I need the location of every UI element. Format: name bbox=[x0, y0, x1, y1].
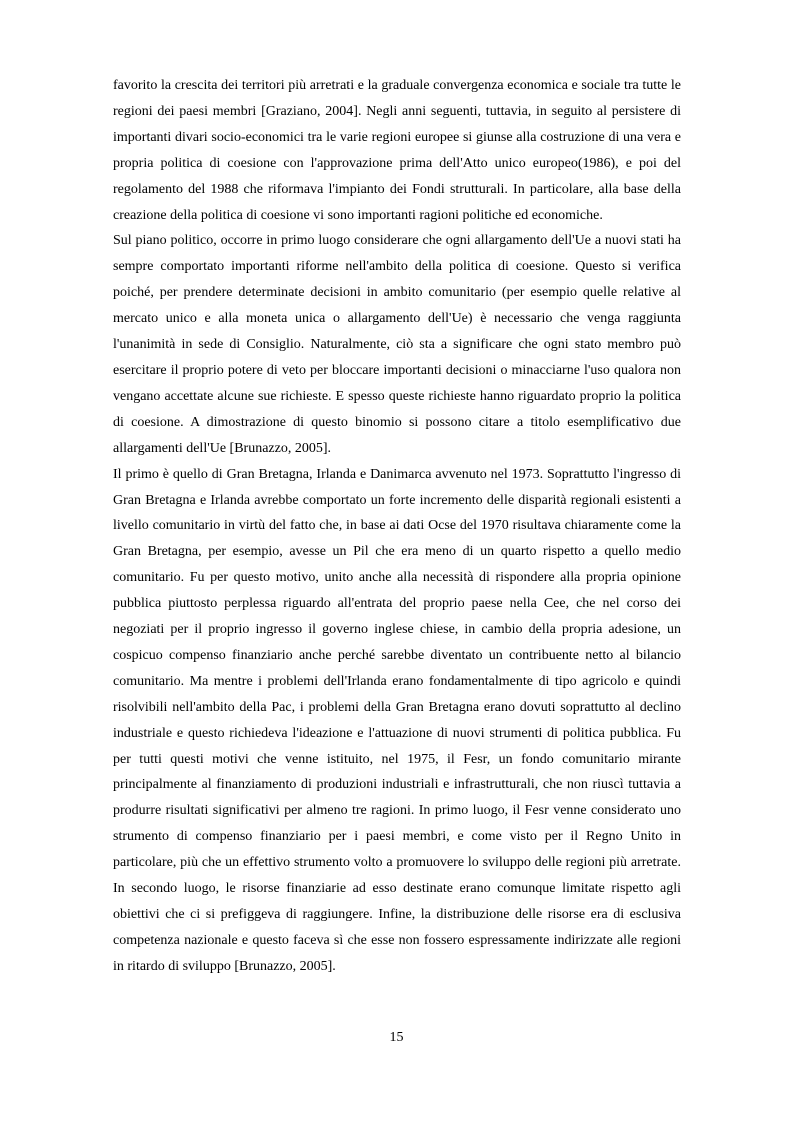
page-body bbox=[113, 73, 681, 980]
paragraph-3: Il primo è quello di Gran Bretagna, Irlanda e Danimarca avvenuto nel 1973. Soprattutto l'ingresso di Gran Bretagna e Irlanda avrebbe comportato un forte incremento delle disparità regionali esistenti a livello comunitario in virtù del fatto che, in base ai dati Ocse del 1970 risultava chiaramente come la Gran Bretagna, per esempio, avesse un Pil che era meno di un quarto rispetto a quello medio comunitario. Fu per questo motivo, unito anche alla necessità di rispondere alla propria opinione pubblica piuttosto perplessa riguardo all'entrata del proprio paese nella Cee, che nel corso dei negoziati per il proprio ingresso il governo inglese chiese, in cambio della propria adesione, un cospicuo compenso finanziario anche perché sarebbe diventato un contribuente netto al bilancio comunitario. Ma mentre i problemi dell'Irlanda erano fondamentalmente di tipo agricolo e quindi risolvibili nell'ambito della Pac, i problemi della Gran Bretagna erano dovuti soprattutto al declino industriale e questo richiedeva l'ideazione e l'attuazione di nuovi strumenti di politica pubblica. Fu per tutti questi motivi che venne istituito, nel 1975, il Fesr, un fondo comunitario mirante principalmente al finanziamento di produzioni industriali e infrastrutturali, che non riuscì tuttavia a produrre risultati significativi per almeno tre ragioni. In primo luogo, il Fesr venne considerato uno strumento di compenso finanziario per i paesi membri, e come visto per il Regno Unito in particolare, più che un effettivo strumento volto a promuovere lo sviluppo delle regioni più arretrate. In secondo luogo, le risorse finanziarie ad esso destinate erano comunque limitate rispetto agli obiettivi che ci si prefiggeva di raggiungere. Infine, la distribuzione delle risorse era di esclusiva competenza nazionale e questo faceva sì che esse non fossero espressamente indirizzate alle regioni in ritardo di sviluppo [Brunazzo, 2005]. bbox=[113, 466, 681, 974]
page-number: 15 bbox=[389, 1030, 404, 1045]
paragraph-1: favorito la crescita dei territori più arretrati e la graduale convergenza economica e sociale tra tutte le regioni dei paesi membri [Graziano, 2004]. Negli anni seguenti, tuttavia, in seguito al persistere di importanti divari socio-economici tra le varie regioni europee si giunse alla costruzione di una vera e propria politica di coesione con l'approvazione prima dell'Atto unico europeo(1986), e poi del regolamento del 1988 che riformava l'impianto dei Fondi strutturali. In particolare, alla base della creazione della politica di coesione vi sono importanti ragioni politiche ed economiche. bbox=[113, 78, 681, 223]
paragraph-2: Sul piano politico, occorre in primo luogo considerare che ogni allargamento dell'Ue a nuovi stati ha sempre comportato importanti riforme nell'ambito della politica di coesione. Questo si verifica poiché, per prendere determinate decisioni in ambito comunitario (per esempio quelle relative al mercato unico e alla moneta unica o allargamento dell'Ue) è necessario che venga raggiunta l'unanimità in sede di Consiglio. Naturalmente, ciò sta a significare che ogni stato membro può esercitare il proprio potere di veto per bloccare importanti decisioni o minacciarne l'uso qualora non vengano accettate alcune sue richieste. E spesso queste richieste hanno riguardato proprio la politica di coesione. A dimostrazione di questo binomio si possono citare a titolo esemplificativo due allargamenti dell'Ue [Brunazzo, 2005]. bbox=[113, 233, 681, 456]
